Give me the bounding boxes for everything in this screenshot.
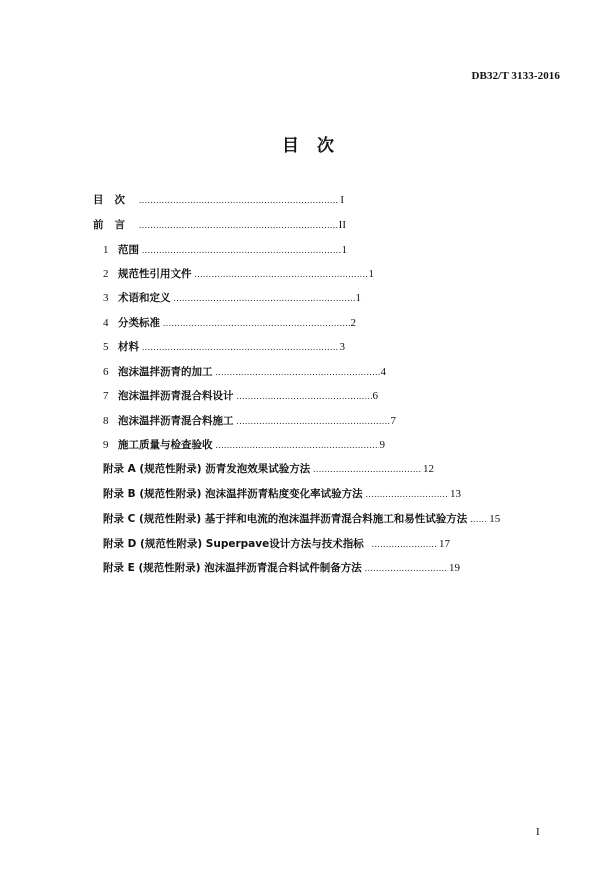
leader-dots: [142, 339, 339, 355]
toc-entry-contents[interactable]: [93, 192, 344, 208]
toc-page: 13: [450, 488, 461, 500]
toc-page: 1: [341, 244, 347, 256]
leader-dots: [237, 413, 390, 429]
toc-entry-appendix-c[interactable]: [103, 511, 515, 527]
toc-label: 分类标准: [118, 317, 160, 329]
toc-page: 12: [423, 463, 434, 475]
toc-label: 附录 C (规范性附录) 基于拌和电流的泡沫温拌沥青混合料施工和易性试验方法: [103, 513, 468, 525]
toc-page: 2: [350, 317, 356, 329]
leader-dots: [163, 315, 350, 331]
toc-label: 附录 A (规范性附录) 沥青发泡效果试验方法: [103, 463, 311, 475]
toc-page: II: [338, 219, 346, 231]
toc-page: 9: [379, 439, 385, 451]
toc-label: 前言: [93, 219, 136, 231]
toc-page: 4: [380, 366, 386, 378]
toc-entry-appendix-b[interactable]: [103, 486, 461, 502]
toc-number: 2: [103, 268, 109, 280]
leader-dots: [365, 560, 448, 576]
toc-entry-foreword[interactable]: [93, 217, 346, 233]
toc-page: I: [340, 194, 344, 206]
toc-label: 附录 D (规范性附录) Superpave设计方法与技术指标: [103, 538, 364, 550]
leader-dots: [139, 217, 338, 233]
toc-entry-3[interactable]: [103, 290, 361, 306]
toc-number: 6: [103, 366, 109, 378]
toc-entry-appendix-a[interactable]: [103, 461, 434, 477]
toc-entry-appendix-d[interactable]: [103, 536, 450, 552]
toc-page: 15: [489, 513, 501, 525]
toc-entry-appendix-e[interactable]: [103, 560, 460, 576]
toc-entry-9[interactable]: [103, 437, 385, 453]
toc-entry-6[interactable]: [103, 364, 386, 380]
toc-entry-8[interactable]: [103, 413, 396, 429]
toc-page: 3: [339, 341, 345, 353]
toc-page: 1: [355, 292, 361, 304]
toc-number: 4: [103, 317, 109, 329]
standard-code: DB32/T 3133-2016: [471, 70, 560, 82]
toc-number: 7: [103, 390, 109, 402]
toc-page: 7: [390, 415, 396, 427]
leader-dots: [470, 511, 488, 527]
leader-dots: [366, 486, 449, 502]
page-title: 目次: [282, 136, 352, 156]
toc-label: 目次: [93, 194, 136, 206]
leader-dots: [237, 388, 372, 404]
page-number: I: [536, 826, 540, 838]
toc-entry-5[interactable]: [103, 339, 345, 355]
leader-dots: [216, 437, 379, 453]
toc-label: 泡沫温拌沥青混合料施工: [118, 415, 234, 427]
toc-page: 17: [439, 538, 450, 550]
toc-number: 8: [103, 415, 109, 427]
leader-dots: [216, 364, 380, 380]
toc-label: 施工质量与检查验收: [118, 439, 213, 451]
leader-dots: [313, 461, 422, 477]
toc-entry-2[interactable]: [103, 266, 374, 282]
toc-entry-1[interactable]: [103, 242, 347, 258]
toc-number: 5: [103, 341, 109, 353]
toc-entry-4[interactable]: [103, 315, 356, 331]
toc-label: 泡沫温拌沥青混合料设计: [118, 390, 234, 402]
toc-label: 泡沫温拌沥青的加工: [118, 366, 213, 378]
leader-dots: [174, 290, 355, 306]
toc-page: 6: [372, 390, 378, 402]
leader-dots: [139, 192, 339, 208]
toc-label: 术语和定义: [118, 292, 171, 304]
toc-number: 3: [103, 292, 109, 304]
toc-number: 1: [103, 244, 109, 256]
leader-dots: [195, 266, 368, 282]
toc-label: 材料: [118, 341, 139, 353]
toc-number: 9: [103, 439, 109, 451]
toc-entry-7[interactable]: [103, 388, 378, 404]
toc-label: 附录 E (规范性附录) 泡沫温拌沥青混合料试件制备方法: [103, 562, 362, 574]
toc-page: 19: [449, 562, 460, 574]
toc-label: 规范性引用文件: [118, 268, 192, 280]
leader-dots: [142, 242, 341, 258]
leader-dots: [372, 536, 438, 552]
toc-label: 附录 B (规范性附录) 泡沫温拌沥青粘度变化率试验方法: [103, 488, 363, 500]
toc-label: 范围: [118, 244, 139, 256]
toc-page: 1: [368, 268, 374, 280]
